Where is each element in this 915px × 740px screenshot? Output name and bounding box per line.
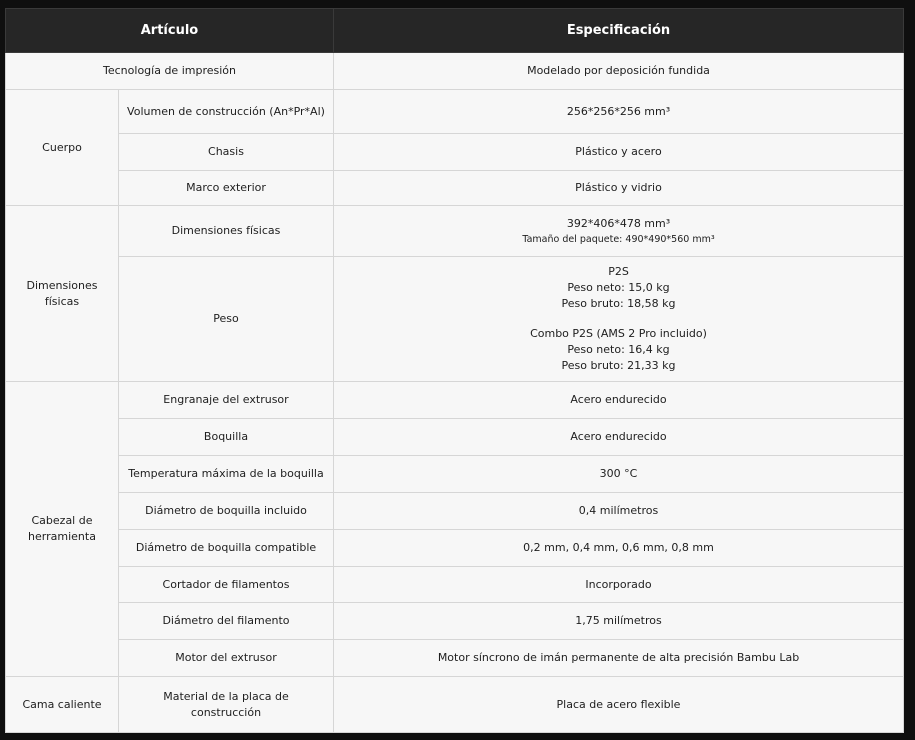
p2s-bruto: Peso bruto: 18,58 kg [561, 297, 676, 310]
table-header-row [6, 9, 904, 53]
row-label: Material de la placa de construcción [119, 677, 334, 733]
group-cama: Cama caliente [6, 677, 119, 733]
table-row [6, 171, 904, 206]
row-label: Motor del extrusor [119, 640, 334, 677]
row-value: 0,2 mm, 0,4 mm, 0,6 mm, 0,8 mm [334, 530, 904, 567]
p2s-title: P2S [608, 265, 629, 278]
dimensiones-value: 392*406*478 mm³ [566, 216, 671, 230]
row-value [334, 206, 904, 257]
row-label: Diámetro de boquilla compatible [119, 530, 334, 567]
row-value: Acero endurecido [334, 419, 904, 456]
table-row [6, 206, 904, 257]
table-row [6, 493, 904, 530]
spec-table [5, 8, 904, 733]
row-label: Diámetro del filamento [119, 603, 334, 640]
row-value: 256*256*256 mm³ [334, 90, 904, 134]
row-value [334, 257, 904, 382]
table-row [6, 640, 904, 677]
row-label: Volumen de construcción (An*Pr*Al) [119, 90, 334, 134]
combo-bruto: Peso bruto: 21,33 kg [561, 359, 676, 372]
group-dimensiones-line2: físicas [44, 294, 80, 308]
group-cuerpo: Cuerpo [6, 90, 119, 206]
group-cabezal-line2: herramienta [28, 530, 96, 543]
row-label: Marco exterior [119, 171, 334, 206]
group-cabezal [6, 382, 119, 677]
row-label: Diámetro de boquilla incluido [119, 493, 334, 530]
row-value: Acero endurecido [334, 382, 904, 419]
spacer [342, 312, 895, 326]
table-row [6, 257, 904, 382]
table-row [6, 530, 904, 567]
row-label: Peso [119, 257, 334, 382]
row-label: Cortador de filamentos [119, 567, 334, 603]
table-row [6, 567, 904, 603]
combo-title: Combo P2S (AMS 2 Pro incluido) [530, 327, 707, 340]
header-especificacion: Especificación [334, 9, 904, 53]
group-dimensiones [6, 206, 119, 382]
table-row [6, 603, 904, 640]
row-label: Temperatura máxima de la boquilla [119, 456, 334, 493]
table-row [6, 456, 904, 493]
combo-neto: Peso neto: 16,4 kg [567, 343, 670, 356]
row-value: Placa de acero flexible [334, 677, 904, 733]
row-label: Tecnología de impresión [6, 53, 334, 90]
table-row [6, 134, 904, 171]
group-dimensiones-line1: Dimensiones [26, 278, 98, 292]
group-cabezal-line1: Cabezal de [31, 514, 93, 527]
table-row [6, 677, 904, 733]
table-row [6, 53, 904, 90]
row-label: Dimensiones físicas [119, 206, 334, 257]
row-value: 0,4 milímetros [334, 493, 904, 530]
header-articulo: Artículo [6, 9, 334, 53]
row-value: Modelado por deposición fundida [334, 53, 904, 90]
row-value: 1,75 milímetros [334, 603, 904, 640]
spec-table-container [5, 8, 903, 733]
row-value: 300 °C [334, 456, 904, 493]
row-label: Chasis [119, 134, 334, 171]
row-label: Engranaje del extrusor [119, 382, 334, 419]
paquete-value: Tamaño del paquete: 490*490*560 mm³ [522, 233, 715, 245]
row-value: Plástico y acero [334, 134, 904, 171]
p2s-neto: Peso neto: 15,0 kg [567, 281, 670, 294]
row-value: Incorporado [334, 567, 904, 603]
row-value: Plástico y vidrio [334, 171, 904, 206]
table-row [6, 382, 904, 419]
row-label: Boquilla [119, 419, 334, 456]
table-row [6, 419, 904, 456]
table-row [6, 90, 904, 134]
row-value: Motor síncrono de imán permanente de alta precisión Bambu Lab [334, 640, 904, 677]
